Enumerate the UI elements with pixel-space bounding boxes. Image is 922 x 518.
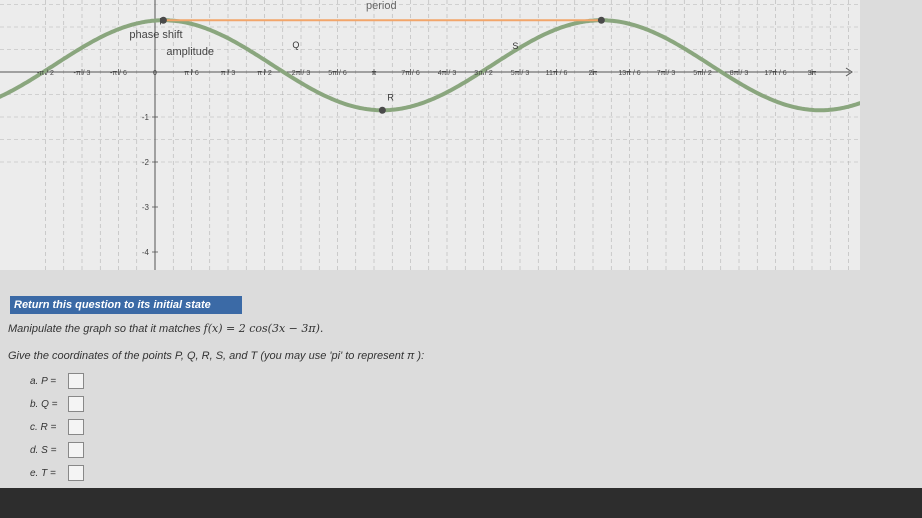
point-r-handle [379,107,386,114]
x-tick-label: 2π [588,70,598,77]
labels [37,16,816,257]
x-tick-label: 4π / 3 [437,70,457,77]
answer-row-s [30,442,84,458]
x-tick-label: 7π / 3 [656,70,676,77]
answer-row-q [30,396,84,412]
p-coordinate-input[interactable] [68,373,84,389]
y-tick-label: -3 [141,203,149,212]
x-tick-label: -π / 2 [37,70,54,77]
x-tick-label: 5π / 3 [510,70,530,77]
phase-shift-label: phase shift [129,29,183,41]
point-label-r: R [387,92,394,103]
answer-label-q: b. Q = [30,398,58,410]
target-formula: f(x) = 2 cos(3x − 3π). [203,322,324,335]
period-label: period [366,0,397,12]
y-tick-label: -4 [141,248,149,257]
x-tick-label: -π / 6 [110,70,127,77]
reset-question-button[interactable]: Return this question to its initial state [10,296,242,314]
x-tick-label: 17π / 6 [764,70,787,77]
answer-label-r: c. R = [30,421,57,433]
x-tick-label: π / 6 [184,70,199,77]
s-coordinate-input[interactable] [68,442,84,458]
x-tick-label: π / 2 [257,70,272,77]
amplitude-label: amplitude [166,46,215,58]
x-tick-label: 11π / 6 [545,70,568,77]
x-tick-label: 5π / 2 [693,70,712,77]
q-coordinate-input[interactable] [68,396,84,412]
x-tick-label: -π / 3 [73,70,91,77]
y-tick-label: -1 [141,113,149,122]
x-tick-label: 3π / 2 [474,70,493,77]
x-tick-label: 7π / 6 [401,70,420,77]
answer-label-s: d. S = [30,444,57,456]
y-tick-label: -2 [141,158,149,167]
point-label-q: Q [292,40,300,50]
instruction-prefix: Manipulate the graph so that it matches [8,323,204,335]
answer-row-p [30,373,84,389]
answer-row-r [30,419,84,435]
r-coordinate-input[interactable] [68,419,84,435]
graph-panel[interactable] [0,0,860,270]
x-tick-label: 8π / 3 [729,70,749,77]
x-tick-label: 3π [807,70,817,77]
graph-canvas[interactable] [0,0,860,270]
answer-row-t [30,465,84,481]
period-handle [598,17,605,24]
question-text: Give the coordinates of the points P, Q, R, S, and T (you may use 'pi' to represent π ): [8,350,425,362]
answer-label-t: e. T = [30,467,56,479]
instruction-text [8,322,323,335]
x-tick-label: 0 [153,70,157,77]
x-tick-label: 5π / 6 [328,70,347,77]
point-label-s: S [512,41,519,51]
x-tick-label: π / 3 [220,70,236,77]
x-tick-label: π [371,70,377,77]
phase-shift-handle [160,17,167,24]
axes [0,0,852,270]
footer-bar [0,488,922,518]
answer-label-p: a. P = [30,375,57,387]
x-tick-label: 13π / 6 [618,70,641,77]
x-tick-label: 2π / 3 [291,70,311,77]
t-coordinate-input[interactable] [68,465,84,481]
